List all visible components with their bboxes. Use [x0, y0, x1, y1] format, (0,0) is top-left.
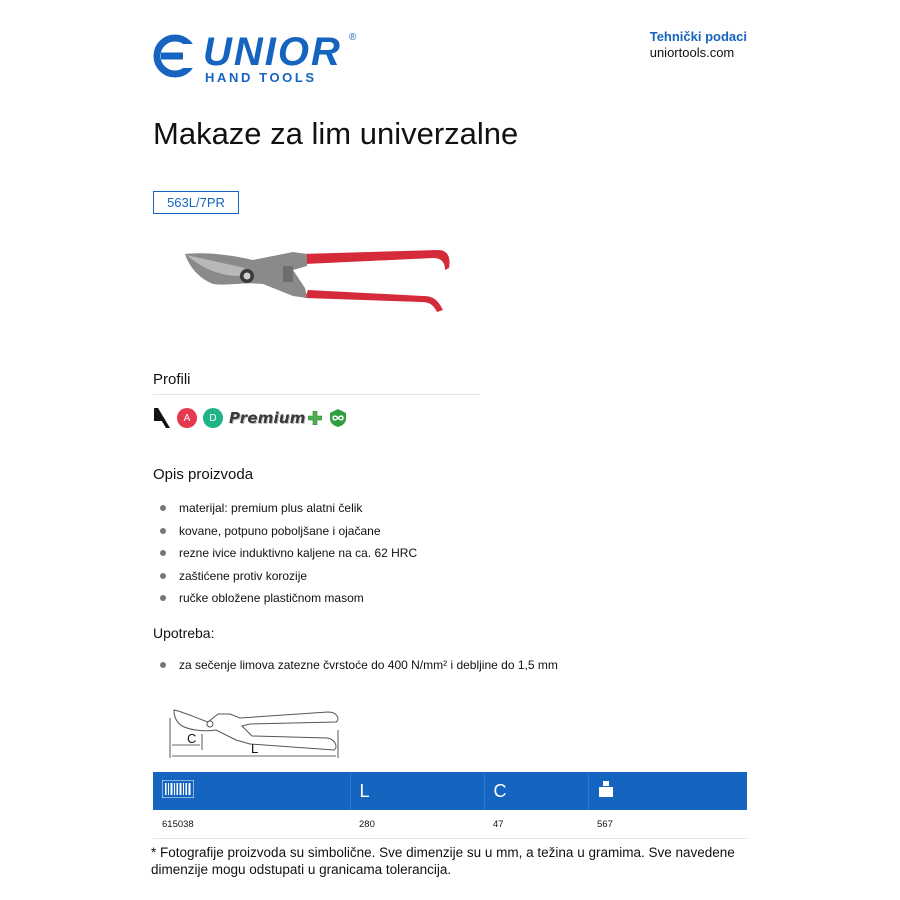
- list-item: kovane, potpuno poboljšane i ojačane: [153, 520, 417, 543]
- plus-icon: [308, 411, 322, 425]
- usage-list: [153, 654, 558, 677]
- cut-length-header: [484, 772, 588, 810]
- dimension-drawing: [160, 700, 345, 767]
- spec-table: [153, 772, 747, 839]
- page-title: Makaze za lim univerzalne: [153, 116, 519, 151]
- weight-header: [588, 772, 747, 810]
- website-link[interactable]: uniortools.com: [649, 45, 735, 60]
- infinity-shield-icon: [328, 408, 348, 428]
- weight-icon: [598, 781, 614, 797]
- cell-length: 280: [350, 810, 484, 839]
- usage-title: Upotreba:: [153, 625, 215, 641]
- list-item: rezne ivice induktivno kaljene na ca. 62 HRC: [153, 542, 417, 565]
- profile-badge-d: D: [203, 408, 223, 428]
- logo-subtitle: HAND TOOLS: [205, 70, 317, 85]
- description-list: [153, 497, 417, 610]
- profiles-divider: [153, 394, 480, 395]
- product-code-badge: 563L/7PR: [153, 191, 239, 214]
- list-item: za sečenje limova zatezne čvrstoće do 400 N/mm² i debljine do 1,5 mm: [153, 654, 558, 677]
- barcode-icon: [162, 780, 194, 798]
- cell-weight: 567: [588, 810, 747, 839]
- cell-cut-length: 47: [484, 810, 588, 839]
- table-header-row: [153, 772, 747, 810]
- barcode-header: [153, 772, 350, 810]
- profile-icons: [153, 406, 348, 430]
- profile-badge-a: A: [177, 408, 197, 428]
- list-item: ručke obložene plastičnom masom: [153, 587, 417, 610]
- logo-wordmark: UNIOR: [203, 30, 342, 74]
- cut-length-icon: C: [493, 780, 507, 801]
- footnote: * Fotografije proizvoda su simbolične. Sve dimenzije su u mm, a težina u gramima. Sve navedene dimenzije mogu odstupati u granicama tolerancija.: [151, 845, 735, 877]
- dimension-label-c: C: [187, 731, 197, 746]
- length-icon: L: [359, 780, 370, 801]
- header-info: [650, 29, 747, 61]
- length-header: [350, 772, 484, 810]
- left-cut-icon: [153, 407, 171, 429]
- premium-badge: Premium: [229, 409, 306, 427]
- unior-emblem-icon: [153, 34, 197, 78]
- dimension-label-l: L: [251, 741, 259, 756]
- list-item: materijal: premium plus alatni čelik: [153, 497, 417, 520]
- logo-registered-mark: ®: [349, 32, 357, 43]
- tech-data-label: Tehnički podaci: [649, 29, 747, 44]
- profiles-title: Profili: [153, 371, 191, 388]
- tin-snips-icon: [183, 238, 458, 318]
- description-title: Opis proizvoda: [153, 466, 254, 483]
- table-row: [153, 810, 747, 839]
- list-item: zaštićene protiv korozije: [153, 565, 417, 588]
- unior-logo: [153, 30, 368, 86]
- cell-ean: 615038: [153, 810, 350, 839]
